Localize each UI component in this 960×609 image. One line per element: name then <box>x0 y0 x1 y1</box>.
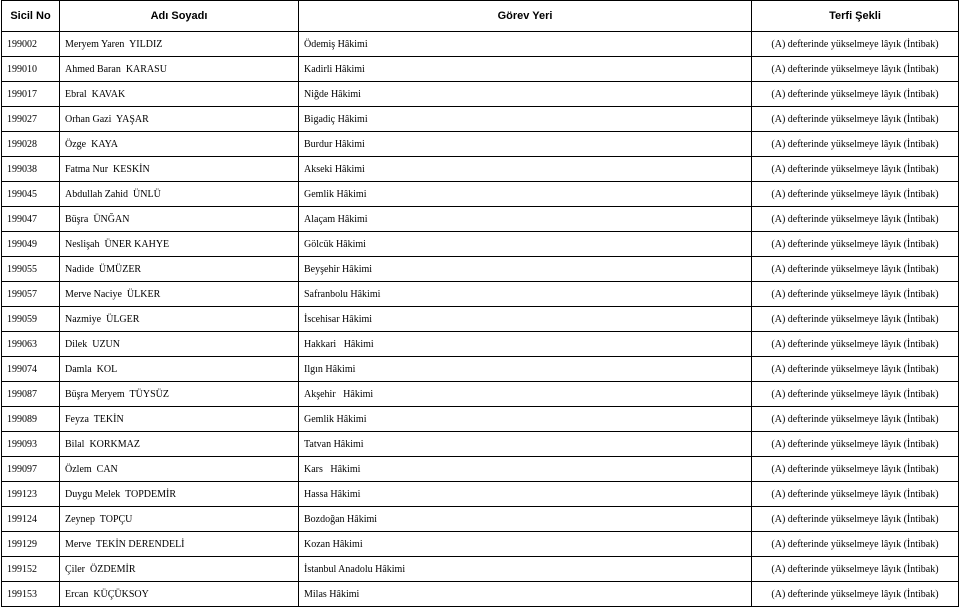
table-row <box>2 507 959 532</box>
cell-gorev-yeri: İstanbul Anadolu Hâkimi <box>299 557 752 582</box>
cell-terfi-sekli: (A) defterinde yükselmeye lâyık (İntibak) <box>752 457 959 482</box>
cell-gorev-yeri: Alaçam Hâkimi <box>299 207 752 232</box>
cell-gorev-yeri: Safranbolu Hâkimi <box>299 282 752 307</box>
cell-gorev-yeri: Hassa Hâkimi <box>299 482 752 507</box>
cell-sicil-no: 199124 <box>2 507 60 532</box>
cell-terfi-sekli: (A) defterinde yükselmeye lâyık (İntibak) <box>752 157 959 182</box>
cell-gorev-yeri: Bozdoğan Hâkimi <box>299 507 752 532</box>
table-row <box>2 357 959 382</box>
cell-terfi-sekli: (A) defterinde yükselmeye lâyık (İntibak) <box>752 357 959 382</box>
cell-terfi-sekli: (A) defterinde yükselmeye lâyık (İntibak) <box>752 57 959 82</box>
table-row <box>2 182 959 207</box>
cell-adi-soyadi: Feyza TEKİN <box>60 407 299 432</box>
cell-sicil-no: 199055 <box>2 257 60 282</box>
cell-terfi-sekli: (A) defterinde yükselmeye lâyık (İntibak) <box>752 257 959 282</box>
cell-gorev-yeri: Bigadiç Hâkimi <box>299 107 752 132</box>
cell-terfi-sekli: (A) defterinde yükselmeye lâyık (İntibak) <box>752 207 959 232</box>
cell-adi-soyadi: Büşra ÜNĞAN <box>60 207 299 232</box>
cell-sicil-no: 199027 <box>2 107 60 132</box>
cell-gorev-yeri: Ilgın Hâkimi <box>299 357 752 382</box>
cell-adi-soyadi: Fatma Nur KESKİN <box>60 157 299 182</box>
cell-sicil-no: 199123 <box>2 482 60 507</box>
table-row <box>2 32 959 57</box>
table-row <box>2 82 959 107</box>
cell-sicil-no: 199063 <box>2 332 60 357</box>
table-row <box>2 457 959 482</box>
header-sicil-no: Sicil No <box>2 1 60 32</box>
table-body <box>2 32 959 607</box>
cell-adi-soyadi: Çiler ÖZDEMİR <box>60 557 299 582</box>
cell-sicil-no: 199074 <box>2 357 60 382</box>
cell-terfi-sekli: (A) defterinde yükselmeye lâyık (İntibak) <box>752 82 959 107</box>
cell-gorev-yeri: Akseki Hâkimi <box>299 157 752 182</box>
cell-sicil-no: 199097 <box>2 457 60 482</box>
header-row <box>2 1 959 32</box>
cell-gorev-yeri: Burdur Hâkimi <box>299 132 752 157</box>
cell-adi-soyadi: Ebral KAVAK <box>60 82 299 107</box>
header-adi-soyadi: Adı Soyadı <box>60 1 299 32</box>
cell-sicil-no: 199002 <box>2 32 60 57</box>
cell-sicil-no: 199089 <box>2 407 60 432</box>
cell-gorev-yeri: Kadirli Hâkimi <box>299 57 752 82</box>
table-row <box>2 257 959 282</box>
table-row <box>2 207 959 232</box>
cell-gorev-yeri: Akşehir Hâkimi <box>299 382 752 407</box>
cell-gorev-yeri: Gölcük Hâkimi <box>299 232 752 257</box>
cell-adi-soyadi: Abdullah Zahid ÜNLÜ <box>60 182 299 207</box>
cell-sicil-no: 199038 <box>2 157 60 182</box>
cell-terfi-sekli: (A) defterinde yükselmeye lâyık (İntibak) <box>752 507 959 532</box>
cell-sicil-no: 199129 <box>2 532 60 557</box>
cell-sicil-no: 199152 <box>2 557 60 582</box>
cell-gorev-yeri: Milas Hâkimi <box>299 582 752 607</box>
cell-gorev-yeri: Beyşehir Hâkimi <box>299 257 752 282</box>
cell-adi-soyadi: Nadide ÜMÜZER <box>60 257 299 282</box>
table-row <box>2 132 959 157</box>
cell-gorev-yeri: Gemlik Hâkimi <box>299 182 752 207</box>
cell-sicil-no: 199028 <box>2 132 60 157</box>
cell-sicil-no: 199010 <box>2 57 60 82</box>
cell-adi-soyadi: Ahmed Baran KARASU <box>60 57 299 82</box>
cell-adi-soyadi: Meryem Yaren YILDIZ <box>60 32 299 57</box>
cell-adi-soyadi: Özlem CAN <box>60 457 299 482</box>
table-row <box>2 232 959 257</box>
cell-terfi-sekli: (A) defterinde yükselmeye lâyık (İntibak) <box>752 482 959 507</box>
cell-sicil-no: 199047 <box>2 207 60 232</box>
cell-sicil-no: 199059 <box>2 307 60 332</box>
cell-adi-soyadi: Merve Naciye ÜLKER <box>60 282 299 307</box>
table-row <box>2 582 959 607</box>
cell-gorev-yeri: Kozan Hâkimi <box>299 532 752 557</box>
table-row <box>2 282 959 307</box>
cell-adi-soyadi: Orhan Gazi YAŞAR <box>60 107 299 132</box>
cell-sicil-no: 199093 <box>2 432 60 457</box>
cell-gorev-yeri: Niğde Hâkimi <box>299 82 752 107</box>
cell-terfi-sekli: (A) defterinde yükselmeye lâyık (İntibak) <box>752 332 959 357</box>
cell-terfi-sekli: (A) defterinde yükselmeye lâyık (İntibak) <box>752 107 959 132</box>
cell-terfi-sekli: (A) defterinde yükselmeye lâyık (İntibak) <box>752 182 959 207</box>
table-row <box>2 432 959 457</box>
cell-adi-soyadi: Büşra Meryem TÜYSÜZ <box>60 382 299 407</box>
cell-terfi-sekli: (A) defterinde yükselmeye lâyık (İntibak) <box>752 557 959 582</box>
cell-adi-soyadi: Damla KOL <box>60 357 299 382</box>
cell-terfi-sekli: (A) defterinde yükselmeye lâyık (İntibak) <box>752 132 959 157</box>
table-row <box>2 382 959 407</box>
cell-adi-soyadi: Merve TEKİN DERENDELİ <box>60 532 299 557</box>
promotion-table <box>1 0 959 607</box>
cell-gorev-yeri: Tatvan Hâkimi <box>299 432 752 457</box>
cell-terfi-sekli: (A) defterinde yükselmeye lâyık (İntibak) <box>752 232 959 257</box>
cell-terfi-sekli: (A) defterinde yükselmeye lâyık (İntibak) <box>752 282 959 307</box>
table-row <box>2 332 959 357</box>
table-row <box>2 307 959 332</box>
cell-terfi-sekli: (A) defterinde yükselmeye lâyık (İntibak) <box>752 382 959 407</box>
cell-adi-soyadi: Nazmiye ÜLGER <box>60 307 299 332</box>
cell-sicil-no: 199153 <box>2 582 60 607</box>
cell-terfi-sekli: (A) defterinde yükselmeye lâyık (İntibak) <box>752 307 959 332</box>
header-gorev-yeri: Görev Yeri <box>299 1 752 32</box>
cell-terfi-sekli: (A) defterinde yükselmeye lâyık (İntibak) <box>752 407 959 432</box>
cell-gorev-yeri: Kars Hâkimi <box>299 457 752 482</box>
cell-sicil-no: 199087 <box>2 382 60 407</box>
header-terfi-sekli: Terfi Şekli <box>752 1 959 32</box>
table-row <box>2 557 959 582</box>
cell-gorev-yeri: İscehisar Hâkimi <box>299 307 752 332</box>
table-row <box>2 532 959 557</box>
table-row <box>2 482 959 507</box>
cell-adi-soyadi: Özge KAYA <box>60 132 299 157</box>
cell-terfi-sekli: (A) defterinde yükselmeye lâyık (İntibak) <box>752 432 959 457</box>
cell-gorev-yeri: Ödemiş Hâkimi <box>299 32 752 57</box>
table-row <box>2 107 959 132</box>
cell-terfi-sekli: (A) defterinde yükselmeye lâyık (İntibak) <box>752 32 959 57</box>
cell-adi-soyadi: Ercan KÜÇÜKSOY <box>60 582 299 607</box>
cell-adi-soyadi: Dilek UZUN <box>60 332 299 357</box>
table-row <box>2 57 959 82</box>
cell-terfi-sekli: (A) defterinde yükselmeye lâyık (İntibak) <box>752 532 959 557</box>
table-row <box>2 407 959 432</box>
cell-adi-soyadi: Neslişah ÜNER KAHYE <box>60 232 299 257</box>
cell-adi-soyadi: Zeynep TOPÇU <box>60 507 299 532</box>
cell-gorev-yeri: Hakkari Hâkimi <box>299 332 752 357</box>
table-row <box>2 157 959 182</box>
cell-sicil-no: 199057 <box>2 282 60 307</box>
cell-sicil-no: 199017 <box>2 82 60 107</box>
cell-adi-soyadi: Bilal KORKMAZ <box>60 432 299 457</box>
cell-gorev-yeri: Gemlik Hâkimi <box>299 407 752 432</box>
cell-terfi-sekli: (A) defterinde yükselmeye lâyık (İntibak) <box>752 582 959 607</box>
cell-adi-soyadi: Duygu Melek TOPDEMİR <box>60 482 299 507</box>
cell-sicil-no: 199045 <box>2 182 60 207</box>
cell-sicil-no: 199049 <box>2 232 60 257</box>
